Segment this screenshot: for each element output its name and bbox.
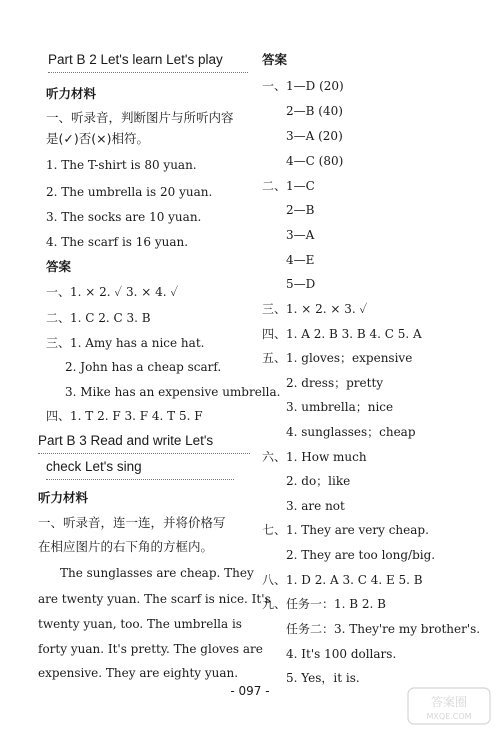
instruction-line: 是(✓)否(×)相符。 — [46, 131, 149, 146]
heading-underline — [46, 479, 234, 480]
section-heading-part-b-2: Part B 2 Let's learn Let's play — [48, 52, 223, 67]
answers-label: 答案 — [262, 52, 288, 67]
answer-line: 七、1. They are very cheap. — [262, 523, 429, 537]
watermark-logo — [406, 686, 492, 726]
answer-line: 一、1. × 2. ✓ 3. × 4. ✓ — [46, 285, 179, 299]
answer-line: 四、1. A 2. B 3. B 4. C 5. A — [262, 327, 422, 341]
answer-line: 六、1. How much — [262, 450, 367, 464]
svg-text:答案圈: 答案圈 — [430, 695, 468, 709]
answer-line: 八、1. D 2. A 3. C 4. E 5. B — [262, 573, 423, 587]
answer-line: 3. umbrella；nice — [286, 400, 394, 414]
answer-line: 一、1—D (20) — [262, 79, 344, 93]
heading-underline — [48, 72, 248, 73]
heading-underline — [38, 453, 250, 454]
listening-material-label: 听力材料 — [46, 86, 97, 101]
sentence: 2. The umbrella is 20 yuan. — [46, 185, 213, 199]
answer-line: 三、1. × 2. × 3. ✓ — [262, 302, 368, 316]
answer-line: 3—A (20) — [286, 129, 343, 143]
section-heading-part-b-3: Part B 3 Read and write Let's — [38, 433, 214, 448]
answer-line: 3. are not — [286, 499, 345, 513]
listening-passage-line: forty yuan. It's pretty. The gloves are — [38, 642, 263, 656]
sentence: 1. The T-shirt is 80 yuan. — [46, 158, 197, 172]
listening-passage-line: twenty yuan, too. The umbrella is — [38, 617, 242, 631]
answer-line: 2—B — [286, 203, 315, 217]
section-heading-part-b-3-cont: check Let's sing — [46, 459, 142, 474]
answer-line: 4. It's 100 dollars. — [286, 647, 397, 661]
answer-line: 2. John has a cheap scarf. — [65, 360, 222, 374]
answer-line: 2. They are too long/big. — [286, 548, 436, 562]
listening-material-label: 听力材料 — [38, 490, 89, 505]
answer-line: 4. sunglasses；cheap — [286, 425, 416, 439]
answer-line: 二、1—C — [262, 179, 315, 193]
answer-line: 四、1. T 2. F 3. F 4. T 5. F — [46, 409, 203, 423]
answer-line: 三、1. Amy has a nice hat. — [46, 336, 205, 350]
listening-passage-line: The sunglasses are cheap. They — [60, 566, 254, 580]
listening-passage-line: expensive. They are eighty yuan. — [38, 666, 239, 680]
svg-text:MXQE.COM: MXQE.COM — [426, 712, 472, 721]
page-number: - 097 - — [230, 684, 270, 698]
answer-line: 2. dress；pretty — [286, 376, 384, 390]
answer-line: 3. Mike has an expensive umbrella. — [65, 385, 281, 399]
answer-line: 2—B (40) — [286, 104, 343, 118]
listening-passage-line: are twenty yuan. The scarf is nice. It's — [38, 592, 271, 606]
answer-line: 3—A — [286, 228, 315, 242]
answer-line: 5. Yes，it is. — [286, 671, 360, 685]
sentence: 4. The scarf is 16 yuan. — [46, 235, 189, 249]
answer-line: 五、1. gloves；expensive — [262, 351, 413, 365]
answers-label: 答案 — [46, 259, 72, 274]
answer-line: 5—D — [286, 277, 316, 291]
answer-line: 4—C (80) — [286, 154, 344, 168]
sentence: 3. The socks are 10 yuan. — [46, 210, 202, 224]
answer-line: 2. do；like — [286, 474, 351, 488]
answer-line: 九、任务一：1. B 2. B — [262, 597, 386, 611]
answer-line: 任务二：3. They're my brother's. — [286, 622, 481, 636]
instruction-line: 一、听录音，连一连，并将价格写 — [38, 515, 226, 530]
instruction-line: 一、听录音，判断图片与所听内容 — [46, 110, 234, 125]
answer-line: 4—E — [286, 253, 315, 267]
instruction-line: 在相应图片的右下角的方框内。 — [38, 539, 214, 554]
answer-line: 二、1. C 2. C 3. B — [46, 311, 151, 325]
